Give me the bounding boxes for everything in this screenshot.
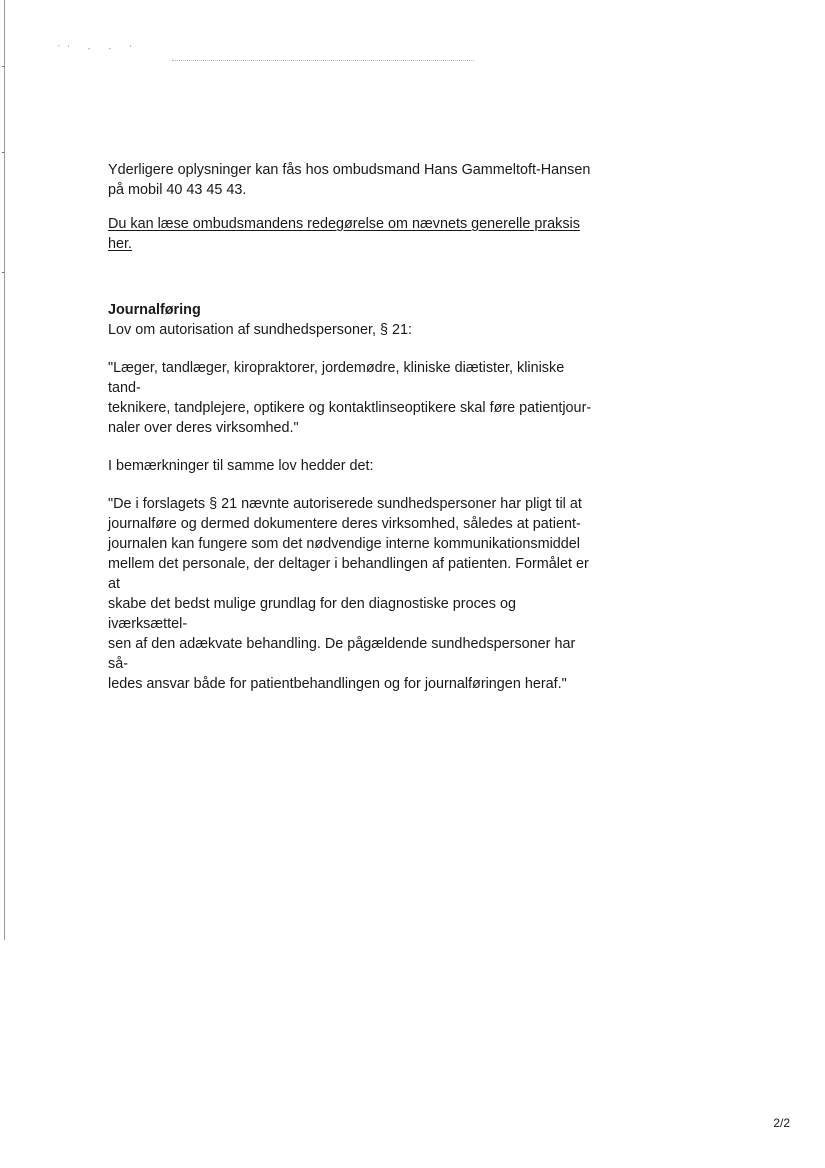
- header-dotted-line: [172, 60, 474, 61]
- law-quote: [108, 358, 598, 438]
- scan-edge-tick: [2, 152, 5, 153]
- remark-quote-line: skabe det bedst mulige grundlag for den diagnostiske proces og iværksættel-: [108, 596, 516, 632]
- contact-paragraph: [108, 160, 598, 200]
- law-quote-line: naler over deres virksomhed.": [108, 420, 299, 436]
- law-quote-line: "Læger, tandlæger, kiropraktorer, jordemødre, kliniske diætister, kliniske tand-: [108, 360, 565, 396]
- remark-quote-line: mellem det personale, der deltager i behandlingen af patienten. Formålet er at: [108, 556, 589, 592]
- scan-edge-tick: [2, 272, 5, 273]
- law-quote-line: teknikere, tandplejere, optikere og kontaktlinseoptikere skal føre patientjour-: [108, 400, 592, 416]
- document-body: [108, 160, 598, 694]
- section-heading: Journalføring: [108, 302, 201, 318]
- header-scan-marks: ’‘ - - ‘: [58, 44, 140, 53]
- report-link[interactable]: [108, 214, 598, 254]
- law-reference: Lov om autorisation af sundhedspersoner, § 21:: [108, 322, 413, 338]
- remark-quote-line: sen af den adækvate behandling. De pågældende sundhedspersoner har så-: [108, 636, 576, 672]
- contact-line-1: Yderligere oplysninger kan fås hos ombudsmand Hans Gammeltoft-Hansen: [108, 162, 591, 178]
- remark-quote-line: journalen kan fungere som det nødvendige interne kommunikationsmiddel: [108, 536, 580, 552]
- scan-edge-tick: [2, 66, 5, 67]
- remark-quote-line: journalføre og dermed dokumentere deres virksomhed, således at patient-: [108, 516, 581, 532]
- contact-line-2: på mobil 40 43 45 43.: [108, 182, 247, 198]
- remark-quote: [108, 494, 598, 694]
- remark-paragraph: I bemærkninger til samme lov hedder det:: [108, 458, 374, 474]
- scan-edge-line: [4, 0, 5, 940]
- remark-quote-line: ledes ansvar både for patientbehandlingen og for journalføringen heraf.": [108, 676, 567, 692]
- report-link-line-1[interactable]: Du kan læse ombudsmandens redegørelse om nævnets generelle praksis: [108, 216, 580, 232]
- report-link-line-2[interactable]: her.: [108, 236, 133, 252]
- page-number: 2/2: [773, 1116, 790, 1130]
- remark-quote-line: "De i forslagets § 21 nævnte autoriserede sundhedspersoner har pligt til at: [108, 496, 582, 512]
